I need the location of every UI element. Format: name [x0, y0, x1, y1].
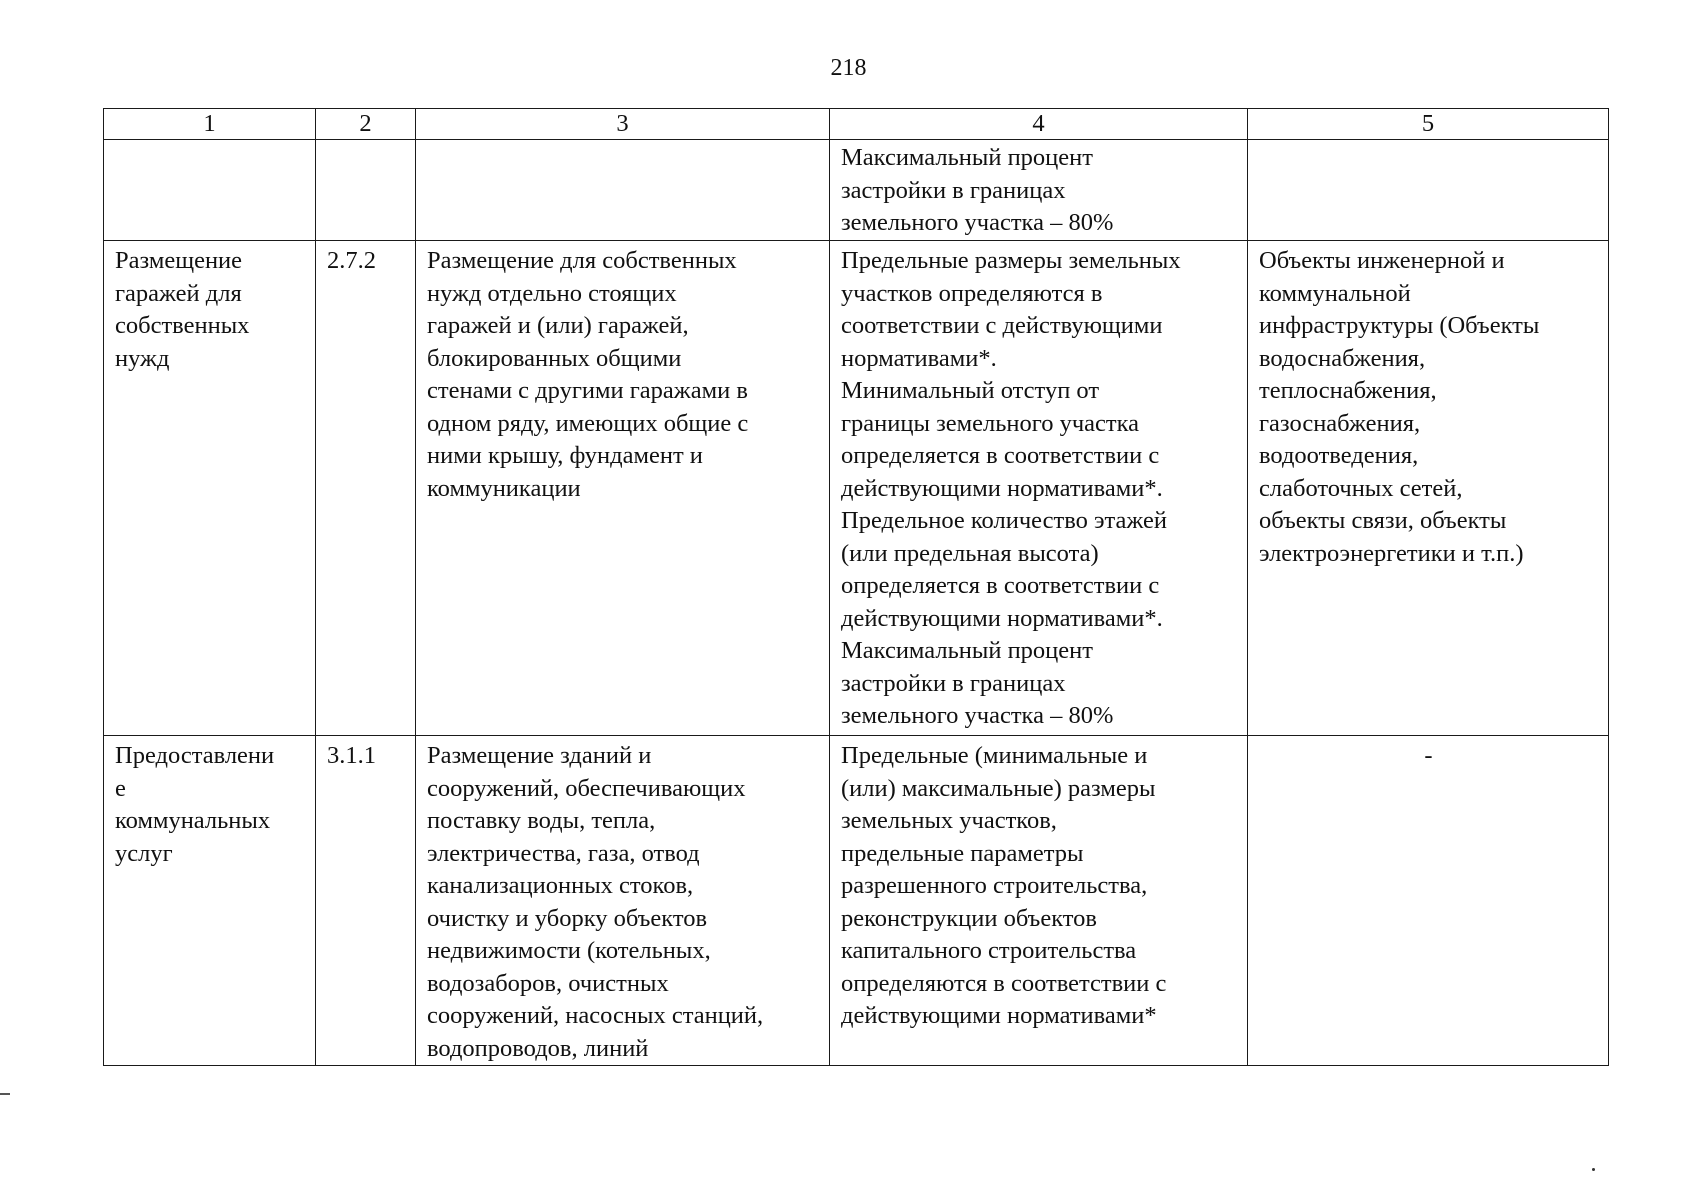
column-header-3: 3	[416, 109, 830, 140]
limit-parameters: Предельные (минимальные и (или) максимальные) размеры земельных участков, предельные параметры разрешенного строительства, реконструкции объектов капитального строительства определяются в соответствии с действующими нормативами*	[830, 736, 1248, 1066]
use-type-name: Размещение гаражей для собственных нужд	[104, 241, 316, 736]
land-use-table	[103, 108, 1609, 1066]
column-header-2: 2	[316, 109, 416, 140]
limit-parameters: Предельные размеры земельных участков определяются в соответствии с действующими нормативами*. Минимальный отступ от границы земельного участка определяется в соответствии с действующими нормативами*. Предельное количество этажей (или предельная высота) определяется в соответствии с действующими нормативами*. Максимальный процент застройки в границах земельного участка – 80%	[830, 241, 1248, 736]
use-type-code: 3.1.1	[316, 736, 416, 1066]
column-header-1: 1	[104, 109, 316, 140]
use-type-description: Размещение для собственных нужд отдельно стоящих гаражей и (или) гаражей, блокированных общими стенами с другими гаражами в одном ряду, имеющих общие с ними крышу, фундамент и коммуникации	[416, 241, 830, 736]
empty-cell	[104, 140, 316, 241]
page-number: 218	[830, 55, 867, 81]
table-row	[104, 241, 1609, 736]
continuation-row	[104, 140, 1609, 241]
use-type-description: Размещение зданий и сооружений, обеспечивающих поставку воды, тепла, электричества, газа, отвод канализационных стоков, очистку и уборку объектов недвижимости (котельных, водозаборов, очистных сооружений, насосных станций, водопроводов, линий	[416, 736, 830, 1066]
column-header-5: 5	[1248, 109, 1609, 140]
column-header-4: 4	[830, 109, 1248, 140]
empty-cell	[316, 140, 416, 241]
use-type-name: Предоставлени е коммунальных услуг	[104, 736, 316, 1066]
auxiliary-uses: -	[1248, 736, 1609, 1066]
auxiliary-uses: Объекты инженерной и коммунальной инфраструктуры (Объекты водоснабжения, теплоснабжения, газоснабжения, водоотведения, слаботочных сетей, объекты связи, объекты электроэнергетики и т.п.)	[1248, 241, 1609, 736]
scan-margin-mark	[0, 1093, 10, 1095]
scan-speck	[1592, 1168, 1595, 1171]
use-type-code: 2.7.2	[316, 241, 416, 736]
empty-cell	[1248, 140, 1609, 241]
empty-cell	[416, 140, 830, 241]
header-row	[104, 109, 1609, 140]
table-row	[104, 736, 1609, 1066]
continued-parameters-cell: Максимальный процент застройки в границах земельного участка – 80%	[830, 140, 1248, 241]
